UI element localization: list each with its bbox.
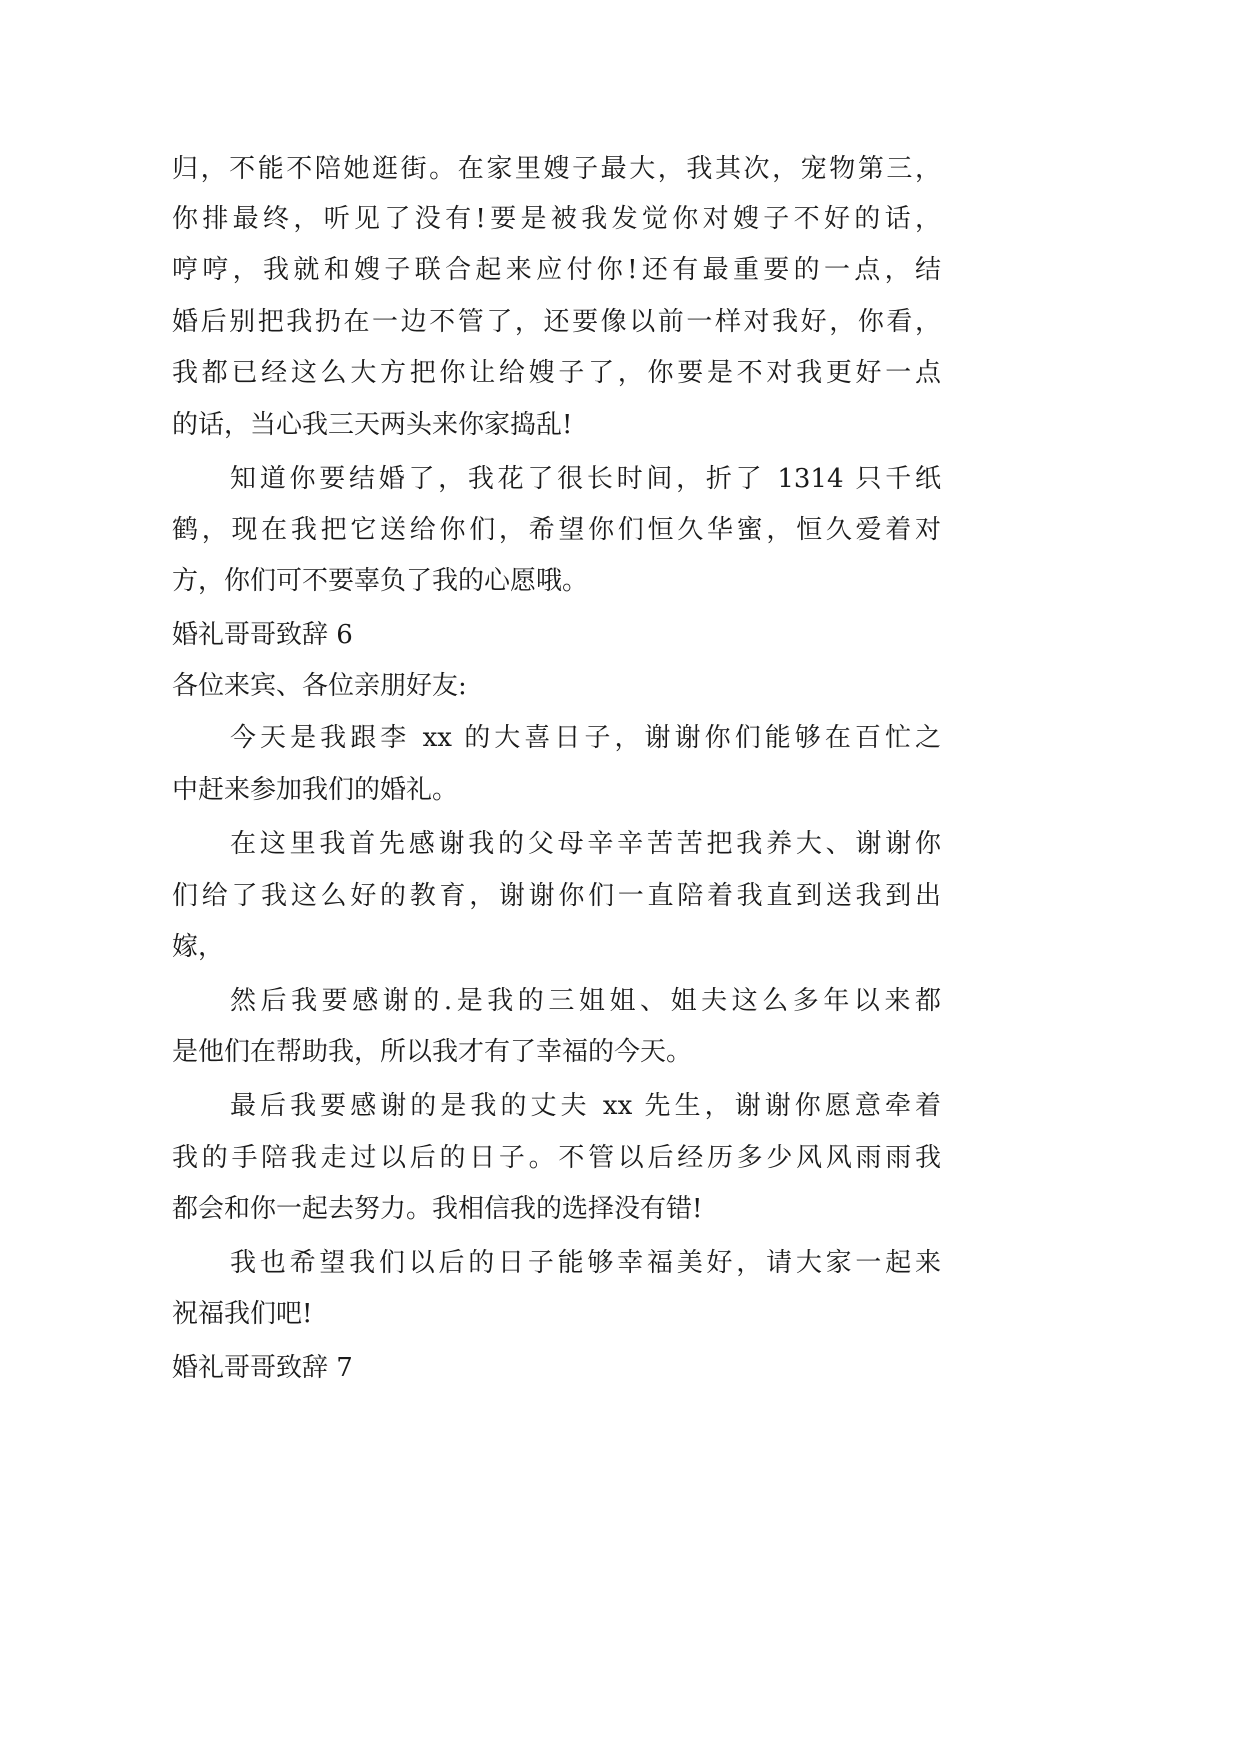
body-text-line: 我都已经这么大方把你让给嫂子了，你要是不对我更好一点 [172,358,941,388]
body-text-line: 哼哼，我就和嫂子联合起来应付你!还有最重要的一点，结 [172,255,941,285]
salutation-line: 各位来宾、各位亲朋好友: [172,671,467,701]
body-text-line: 是他们在帮助我，所以我才有了幸福的今天。 [172,1037,693,1067]
section-heading: 婚礼哥哥致辞 7 [172,1353,353,1383]
body-text-line: 方，你们可不要辜负了我的心愿哦。 [172,566,589,596]
body-text-line: 的话，当心我三天两头来你家捣乱! [172,410,573,440]
paragraph-first-line: 今天是我跟李 xx 的大喜日子，谢谢你们能够在百忙之 [230,723,941,753]
body-text-line: 我的手陪我走过以后的日子。不管以后经历多少风风雨雨我 [172,1143,941,1173]
body-text-line: 婚后别把我扔在一边不管了，还要像以前一样对我好，你看， [172,307,941,337]
body-text-line: 祝福我们吧! [172,1299,313,1329]
body-text-line: 鹤，现在我把它送给你们，希望你们恒久华蜜，恒久爱着对 [172,515,941,545]
paragraph-first-line: 知道你要结婚了，我花了很长时间，折了 1314 只千纸 [230,464,941,494]
body-text-line: 嫁， [172,932,225,962]
body-text-line: 你排最终，听见了没有!要是被我发觉你对嫂子不好的话， [172,204,941,234]
paragraph-first-line: 在这里我首先感谢我的父母辛辛苦苦把我养大、谢谢你 [230,829,941,859]
paragraph-first-line: 最后我要感谢的是我的丈夫 xx 先生，谢谢你愿意牵着 [230,1091,941,1121]
body-text-line: 们给了我这么好的教育，谢谢你们一直陪着我直到送我到出 [172,881,941,911]
body-text-line: 都会和你一起去努力。我相信我的选择没有错! [172,1194,703,1224]
body-text-line: 中赶来参加我们的婚礼。 [172,775,459,805]
paragraph-first-line: 我也希望我们以后的日子能够幸福美好，请大家一起来 [230,1248,941,1278]
body-text-line: 归，不能不陪她逛街。在家里嫂子最大，我其次，宠物第三， [172,154,941,184]
paragraph-first-line: 然后我要感谢的.是我的三姐姐、姐夫这么多年以来都 [230,986,941,1016]
section-heading: 婚礼哥哥致辞 6 [172,620,353,650]
